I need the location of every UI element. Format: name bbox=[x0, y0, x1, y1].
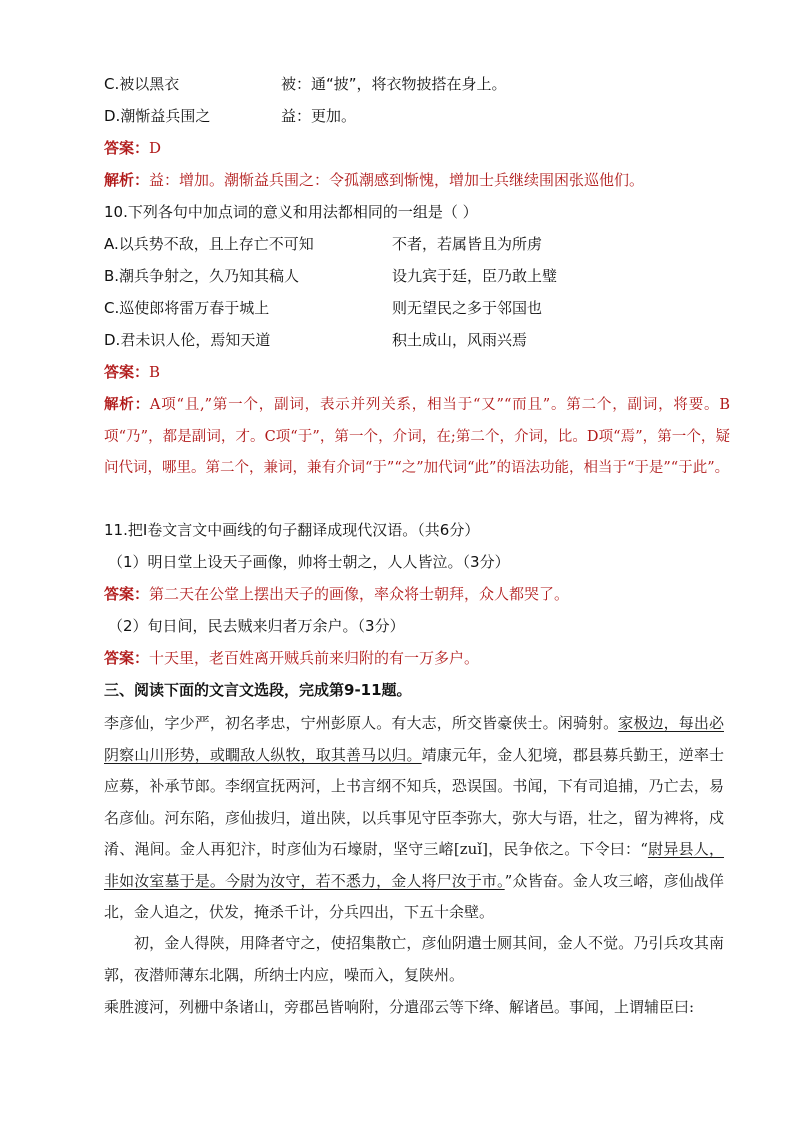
analysis-label: 解析： bbox=[104, 171, 150, 189]
answer-label: 答案： bbox=[104, 585, 150, 603]
passage-text: 李彦仙，字少严，初名孝忠，宁州彭原人。有大志，所交皆豪侠士。闲骑射。 bbox=[104, 714, 619, 732]
q9-answer bbox=[104, 138, 161, 158]
q9-option-c-note: 被：通“披”，将衣物披搭在身上。 bbox=[281, 75, 507, 93]
q11-answer-1 bbox=[104, 584, 569, 604]
answer-value: 十天里，老百姓离开贼兵前来归附的有一万多户。 bbox=[149, 649, 480, 667]
answer-value: 第二天在公堂上摆出天子的画像，率众将士朝拜，众人都哭了。 bbox=[149, 585, 570, 603]
section-heading: 三、阅读下面的文言文选段，完成第9-11题。 bbox=[104, 681, 412, 699]
q11-answer-2 bbox=[104, 648, 479, 668]
answer-value: B bbox=[149, 363, 161, 381]
passage-text: ”众皆奋。金人攻三嵱，彦仙战佯北，金人追之，伏发，掩杀千计，分兵四出，下五十余壁。 bbox=[104, 871, 724, 921]
q10-option-b-right: 设九宾于廷，臣乃敢上璧 bbox=[392, 267, 558, 285]
q9-option-c: C.被以黑衣 bbox=[104, 75, 180, 93]
q10-stem: 10.下列各句中加点词的意义和用法都相同的一组是（ ） bbox=[104, 203, 478, 221]
q9-option-d-note: 益：更加。 bbox=[281, 107, 357, 125]
passage-paragraph-1 bbox=[104, 708, 724, 929]
q10-option-c-right: 则无望民之多于邻国也 bbox=[392, 299, 543, 317]
passage-paragraph-3: 乘胜渡河，列栅中条诸山，旁郡邑皆响附，分遣邵云等下绛、解诸邑。事闻，上谓辅臣曰: bbox=[104, 998, 695, 1016]
underlined-sentence-1: 家极边，每出必阴察山川形势，或瞯敌人纵牧，取其善马以归。 bbox=[104, 714, 724, 764]
answer-label: 答案： bbox=[104, 649, 150, 667]
analysis-label: 解析： bbox=[104, 396, 150, 413]
q11-stem: 11.把Ⅰ卷文言文中画线的句子翻译成现代汉语。（共6分） bbox=[104, 521, 480, 539]
analysis-text: A项“且,”第一个，副词，表示并列关系，相当于“又”“而且”。第二个，副词，将要。B项“乃”，都是副词，才。C项“于”，第一个，介词，在;第二个，介词，比。D项“焉”，第一个，疑问代词，哪里。第二个，兼词，兼有介词“于”“之”加代词“此”的语法功能，相当于“于是”“于此”。 bbox=[104, 397, 731, 476]
passage-text: 靖康元年，金人犯境，郡县募兵勤王，逆率士应募，补承节郎。李纲宣抚两河，上书言纲不知兵，恐误国。书闻，下有司追捕，乃亡去，易名彦仙。河东陷，彦仙拔归，道出陕，以兵事见守臣李弥大，弥大与语，壮之，留为裨将，戍淆、渑间。金人再犯汴，时彦仙为石壕尉，坚守三嵱[zuǐ]，民争依之。下令曰：“ bbox=[104, 745, 724, 858]
passage-paragraph-2: 初，金人得陕，用降者守之，使招集散亡，彦仙阴遣士厕其间，金人不觉。乃引兵攻其南郭，夜潜师薄东北隅，所纳士内应，噪而入，复陕州。 bbox=[104, 934, 724, 984]
q10-option-a-right: 不者，若属皆且为所虏 bbox=[392, 235, 543, 253]
answer-value: D bbox=[149, 139, 162, 157]
q10-answer bbox=[104, 362, 160, 382]
q11-sub-2: （2）旬日间，民去贼来归者万余户。（3分） bbox=[108, 617, 405, 635]
answer-label: 答案： bbox=[104, 363, 150, 381]
q10-option-d-right: 积土成山，风雨兴焉 bbox=[392, 331, 528, 349]
q10-option-c: C.巡使郎将雷万春于城上 bbox=[104, 299, 270, 317]
q10-option-a: A.以兵势不敌，且上存亡不可知 bbox=[104, 235, 314, 253]
q10-option-d: D.君未识人伦，焉知天道 bbox=[104, 331, 271, 349]
q10-option-b: B.潮兵争射之，久乃知其稿人 bbox=[104, 267, 300, 285]
q9-option-d: D.潮惭益兵围之 bbox=[104, 107, 211, 125]
underlined-sentence-2: 尉异县人，非如汝室墓于是。今尉为汝守，若不悉力，金人将尸汝于市。 bbox=[104, 840, 724, 890]
q9-analysis bbox=[104, 170, 644, 190]
q10-analysis bbox=[104, 389, 730, 485]
answer-label: 答案： bbox=[104, 139, 150, 157]
q11-sub-1: （1）明日堂上设天子画像，帅将士朝之，人人皆泣。（3分） bbox=[108, 553, 510, 571]
analysis-text: 益：增加。潮惭益兵围之：令孤潮感到惭愧，增加士兵继续围困张巡他们。 bbox=[149, 171, 645, 189]
